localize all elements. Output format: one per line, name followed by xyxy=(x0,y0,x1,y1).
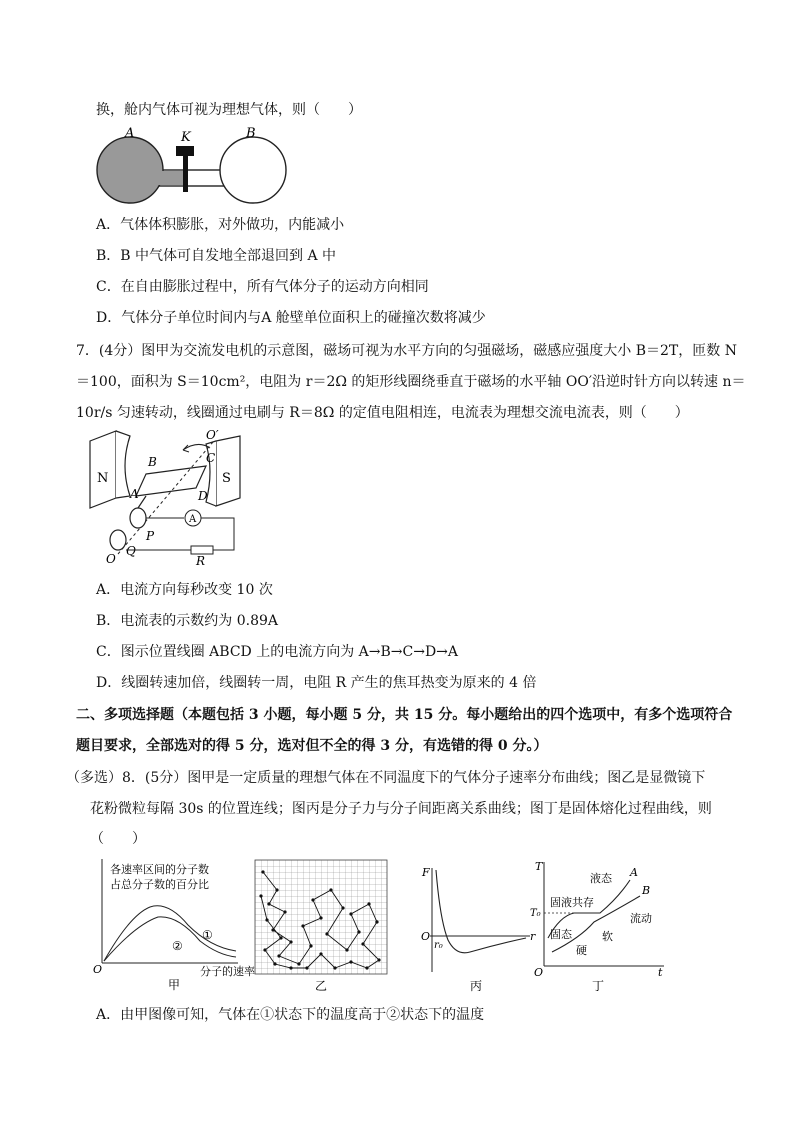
label-d: D xyxy=(198,489,208,503)
label-p: P xyxy=(146,529,155,543)
figure-jia xyxy=(90,855,255,995)
label-o: O xyxy=(106,552,116,566)
label-b: B xyxy=(246,126,256,141)
figure-ding xyxy=(530,858,670,996)
yi-caption: 乙 xyxy=(315,979,328,993)
label-c: C xyxy=(206,451,216,465)
ding-t0: T₀ xyxy=(530,908,541,919)
q6-stem-tail: 换，舱内气体可视为理想气体，则（ ） xyxy=(96,102,362,118)
q6-option-d: D．气体分子单位时间内与A 舱壁单位面积上的碰撞次数将减少 xyxy=(96,310,486,326)
jia-curve-label-2: ② xyxy=(172,939,183,953)
q8-line-1: （多选）8．(5分）图甲是一定质量的理想气体在不同温度下的气体分子速率分布曲线；图乙是显微镜下 xyxy=(66,770,706,786)
q7-option-d: D．线圈转速加倍，线圈转一周，电阻 R 产生的焦耳热变为原来的 4 倍 xyxy=(96,675,537,691)
q7-generator-figure xyxy=(88,426,248,566)
label-q: Q xyxy=(126,544,136,558)
ding-ylabel: T xyxy=(535,860,543,873)
bing-curve xyxy=(436,870,526,953)
ding-xlabel: t xyxy=(658,966,663,979)
chamber-b xyxy=(220,137,286,203)
section2-line-2: 题目要求，全部选对的得 5 分，选对但不全的得 3 分，有选错的得 0 分。） xyxy=(76,738,548,754)
jia-curve-1 xyxy=(104,906,236,961)
label-b: B xyxy=(148,455,157,469)
bing-caption: 丙 xyxy=(470,979,483,993)
ding-label-solid: 固态 xyxy=(550,928,572,941)
q6-option-c: C．在自由膨胀过程中，所有气体分子的运动方向相同 xyxy=(96,279,429,295)
jia-caption: 甲 xyxy=(168,978,181,992)
q6-option-b: B．B 中气体可自发地全部退回到 A 中 xyxy=(96,248,337,264)
figure-yi xyxy=(255,860,390,996)
section2-line-1: 二、多项选择题（本题包括 3 小题，每小题 5 分，共 15 分。每小题给出的四个选项中，有多个选项符合 xyxy=(76,707,733,723)
ding-label-b: B xyxy=(642,884,651,897)
label-o-prime: O′ xyxy=(206,428,219,442)
bing-xlabel: r xyxy=(530,930,536,943)
ding-origin: O xyxy=(534,966,544,979)
q8-line-2: 花粉微粒每隔 30s 的位置连线；图丙是分子力与分子间距离关系曲线；图丁是固体熔化过程曲线，则 xyxy=(90,801,712,817)
slip-ring-p xyxy=(130,508,146,528)
ding-label-flow: 流动 xyxy=(630,912,652,925)
chamber-a xyxy=(97,137,163,203)
label-a: A xyxy=(125,126,135,141)
q7-option-c: C．图示位置线圈 ABCD 上的电流方向为 A→B→C→D→A xyxy=(96,644,459,660)
ding-label-a: A xyxy=(630,866,638,879)
q6-figure xyxy=(95,124,295,209)
label-a: A xyxy=(130,487,139,501)
ding-label-hard: 硬 xyxy=(576,944,587,957)
jia-ylabel-1: 各速率区间的分子数 xyxy=(110,863,209,876)
label-n: N xyxy=(97,471,109,486)
ammeter-label: A xyxy=(189,514,197,525)
ding-label-coexist: 固液共存 xyxy=(550,896,594,909)
q7-line-1: 7．(4分）图甲为交流发电机的示意图，磁场可视为水平方向的匀强磁场，磁感应强度大小 B＝2T，匝数 N xyxy=(76,343,737,359)
bing-r0: r₀ xyxy=(434,940,443,951)
resistor-r xyxy=(191,546,213,554)
jia-ylabel-2: 占总分子数的百分比 xyxy=(110,878,209,891)
coil-abcd xyxy=(136,466,206,496)
jia-xlabel: 分子的速率 xyxy=(200,965,255,978)
bing-origin: O xyxy=(421,930,431,943)
q6-option-a: A．气体体积膨胀，对外做功，内能减小 xyxy=(96,217,345,233)
magnet-n xyxy=(90,431,116,508)
bing-ylabel: F xyxy=(422,866,430,879)
jia-origin: O xyxy=(93,963,103,976)
q7-line-3: 10r/s 匀速转动，线圈通过电刷与 R＝8Ω 的定值电阻相连，电流表为理想交流电流表，则（ ） xyxy=(76,405,689,421)
q7-line-2: ＝100，面积为 S＝10cm²，电阻为 r＝2Ω 的矩形线圈绕垂直于磁场的水平轴 OO′沿逆时针方向以转速 n＝ xyxy=(76,374,746,390)
valve-k-stem xyxy=(183,154,188,192)
label-k: K xyxy=(181,130,191,145)
jia-curve-label-1: ① xyxy=(202,928,213,942)
ding-label-soft: 软 xyxy=(602,930,613,943)
slip-ring-q xyxy=(110,530,126,550)
q8-option-a: A．由甲图像可知，气体在①状态下的温度高于②状态下的温度 xyxy=(96,1007,485,1023)
ding-caption: 丁 xyxy=(592,979,605,993)
q7-option-a: A．电流方向每秒改变 10 次 xyxy=(96,582,273,598)
ding-label-liquid: 液态 xyxy=(590,872,612,885)
label-s: S xyxy=(222,471,231,486)
figure-bing xyxy=(418,860,538,996)
q8-line-3: （ ） xyxy=(90,831,146,847)
label-r: R xyxy=(196,554,206,568)
q7-option-b: B．电流表的示数约为 0.89A xyxy=(96,613,279,629)
jia-curve-2 xyxy=(104,917,236,961)
